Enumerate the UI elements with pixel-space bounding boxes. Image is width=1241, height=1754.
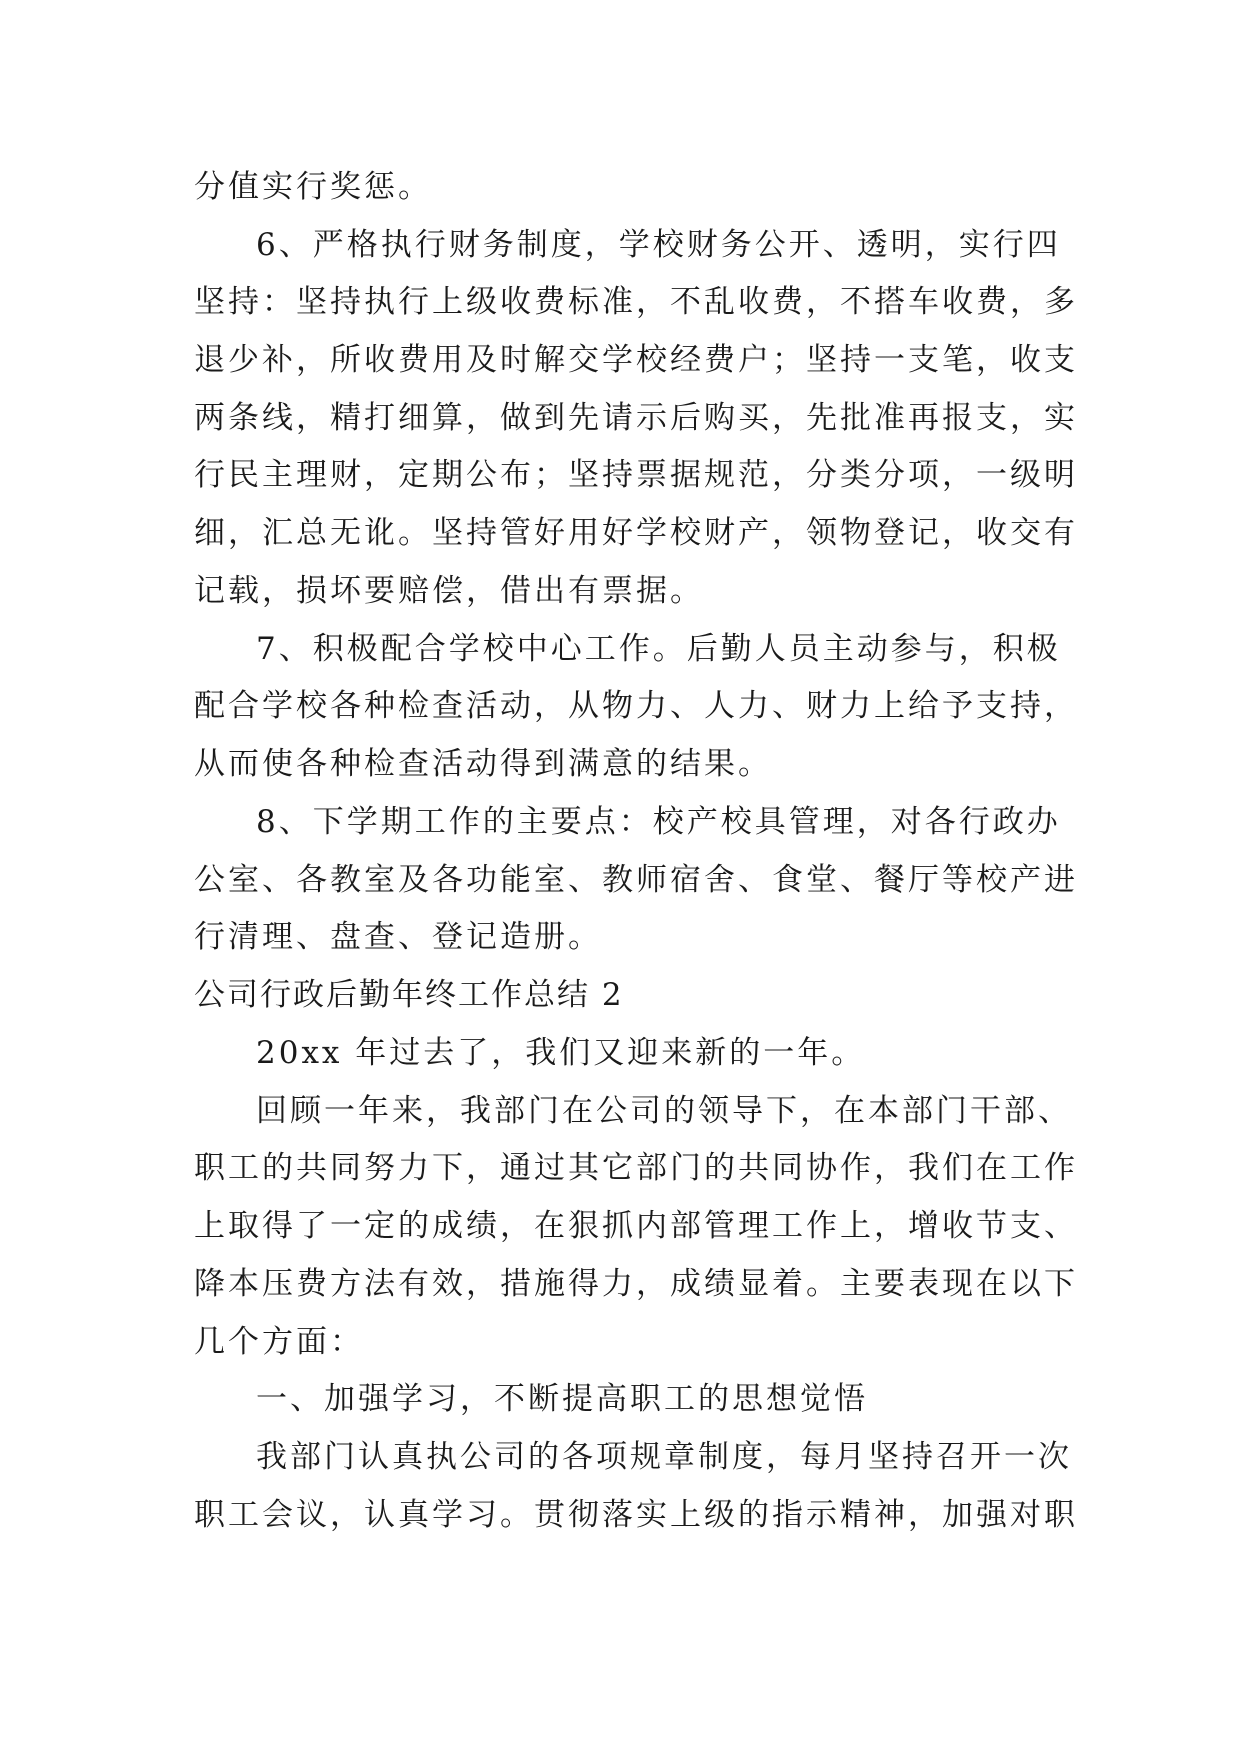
text-line: 公室、各教室及各功能室、教师宿舍、食堂、餐厅等校产进	[194, 862, 1078, 898]
text-line: 行民主理财，定期公布；坚持票据规范，分类分项，一级明	[194, 457, 1078, 493]
text-line: 我部门认真执公司的各项规章制度，每月坚持召开一次	[256, 1439, 1072, 1475]
text-line: 行清理、盘查、登记造册。	[194, 919, 602, 955]
text-line: 20xx 年过去了，我们又迎来新的一年。	[256, 1035, 866, 1071]
text-line: 上取得了一定的成绩，在狠抓内部管理工作上，增收节支、	[194, 1208, 1078, 1244]
subheading: 一、加强学习，不断提高职工的思想觉悟	[256, 1381, 868, 1417]
text-line: 坚持：坚持执行上级收费标准，不乱收费，不搭车收费，多	[194, 284, 1078, 320]
text-line: 降本压费方法有效，措施得力，成绩显着。主要表现在以下	[194, 1266, 1078, 1302]
text-line: 6、严格执行财务制度，学校财务公开、透明，实行四	[256, 227, 1061, 263]
text-line: 退少补，所收费用及时解交学校经费户；坚持一支笔，收支	[194, 342, 1078, 378]
text-line: 职工会议，认真学习。贯彻落实上级的指示精神，加强对职	[194, 1497, 1078, 1533]
text-line: 回顾一年来，我部门在公司的领导下，在本部门干部、	[256, 1093, 1072, 1129]
text-line: 职工的共同努力下，通过其它部门的共同协作，我们在工作	[194, 1150, 1078, 1186]
text-line: 细，汇总无讹。坚持管好用好学校财产，领物登记，收交有	[194, 515, 1078, 551]
text-line: 几个方面：	[194, 1324, 364, 1360]
text-line: 8、下学期工作的主要点：校产校具管理，对各行政办	[256, 804, 1061, 840]
section-title: 公司行政后勤年终工作总结 2	[194, 977, 624, 1013]
text-line: 从而使各种检查活动得到满意的结果。	[194, 746, 772, 782]
text-line: 记载，损坏要赔偿，借出有票据。	[194, 573, 704, 609]
text-line: 分值实行奖惩。	[194, 169, 432, 205]
text-line: 两条线，精打细算，做到先请示后购买，先批准再报支，实	[194, 400, 1078, 436]
text-line: 配合学校各种检查活动，从物力、人力、财力上给予支持，	[194, 688, 1078, 724]
text-line: 7、积极配合学校中心工作。后勤人员主动参与，积极	[256, 631, 1061, 667]
